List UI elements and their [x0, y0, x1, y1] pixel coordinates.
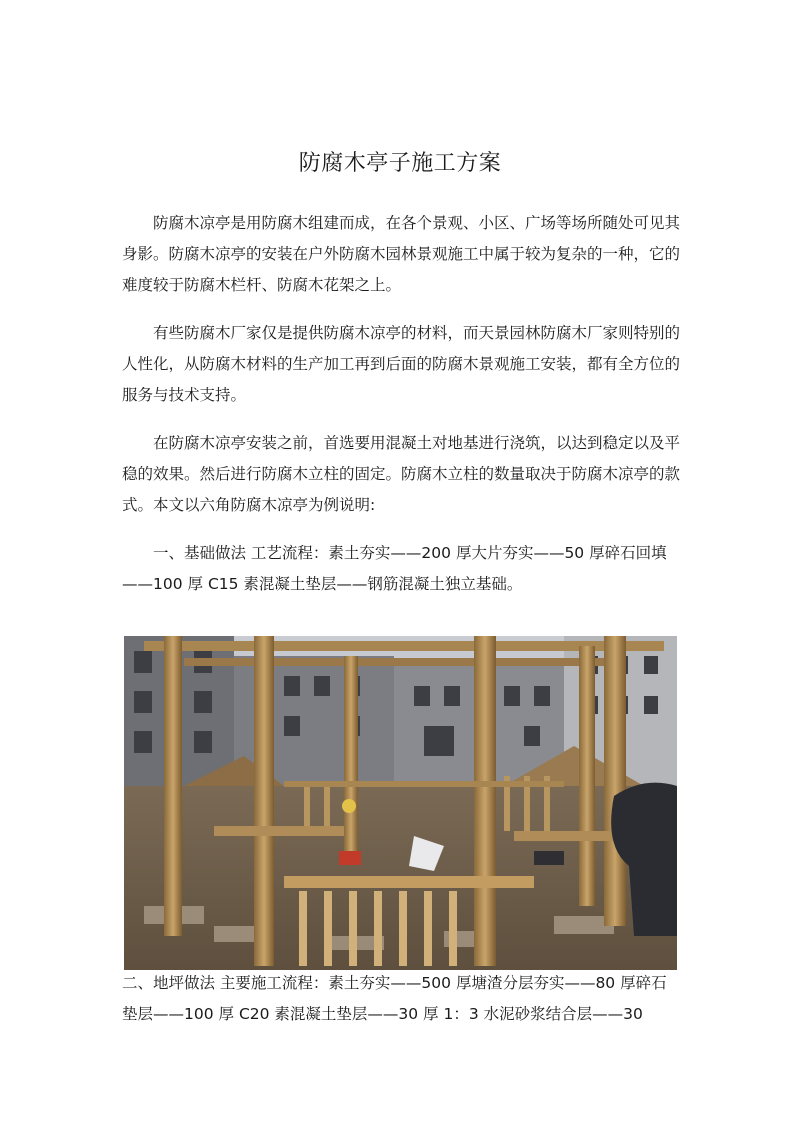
photo-illustration	[124, 636, 677, 970]
paragraph-foundation-intro: 在防腐木凉亭安装之前，首选要用混凝土对地基进行浇筑，以达到稳定以及平稳的效果。然后进行防腐木立柱的固定。防腐木立柱的数量取决于防腐木凉亭的款式。本文以六角防腐木凉亭为例说明:	[122, 434, 681, 514]
document-title: 防腐木亭子施工方案	[298, 151, 502, 176]
pavilion-construction-photo	[124, 636, 677, 970]
paragraph-manufacturer: 有些防腐木厂家仅是提供防腐木凉亭的材料，而天景园林防腐木厂家则特别的人性化，从防腐木材料的生产加工再到后面的防腐木景观施工安装，都有全方位的服务与技术支持。	[122, 324, 681, 404]
paragraph-floor-method: 二、地坪做法 主要施工流程：素土夯实——500 厚塘渣分层夯实——80 厚碎石垫层——100 厚 C20 素混凝土垫层——30 厚 1：3 水泥砂浆结合层——30	[122, 974, 667, 1023]
paragraph-intro: 防腐木凉亭是用防腐木组建而成，在各个景观、小区、广场等场所随处可见其身影。防腐木凉亭的安装在户外防腐木园林景观施工中属于较为复杂的一种，它的难度较于防腐木栏杆、防腐木花架之上。	[122, 214, 681, 294]
paragraph-foundation-method: 一、基础做法 工艺流程：素土夯实——200 厚大片夯实——50 厚碎石回填——100 厚 C15 素混凝土垫层——钢筋混凝土独立基础。	[122, 544, 667, 593]
